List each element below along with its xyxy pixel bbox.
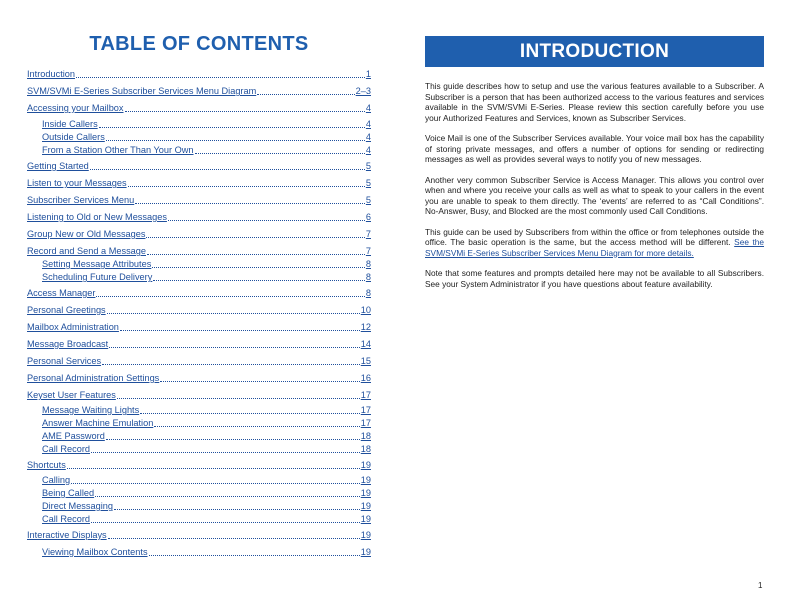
toc-entry[interactable] [42,405,371,416]
toc-entry[interactable] [27,86,371,97]
toc-entry-page: 4 [365,103,371,113]
toc-entry-page: 4 [365,132,371,142]
toc-dot-leader [108,537,360,539]
toc-entry-label: Listen to your Messages [27,178,127,188]
toc-dot-leader [96,295,364,297]
toc-entry-page: 6 [365,212,371,222]
toc-dot-leader [125,110,365,112]
toc-entry[interactable] [42,272,371,283]
toc-entry-page: 7 [365,229,371,239]
toc-entry-page: 18 [360,444,371,454]
toc-entry-page: 19 [360,488,371,498]
toc-entry-page: 17 [360,418,371,428]
toc-entry-label: Getting Started [27,161,89,171]
toc-entry-label: Personal Services [27,356,102,366]
toc-entry[interactable] [27,212,371,223]
toc-entry[interactable] [27,246,371,257]
toc-dot-leader [114,508,360,510]
toc-entry-label: Call Record [42,444,90,454]
toc-entry[interactable] [27,390,371,401]
toc-entry-label: Outside Callers [42,132,105,142]
toc-dot-leader [147,253,365,255]
toc-entry-label: Listening to Old or New Messages [27,212,167,222]
toc-dot-leader [109,346,360,348]
toc-entry-page: 19 [360,501,371,511]
toc-entry[interactable] [42,501,371,512]
toc-dot-leader [107,312,360,314]
toc-dot-leader [67,467,360,469]
toc-entry-label: Setting Message Attributes [42,259,152,269]
toc-dot-leader [95,495,360,497]
toc-entry-label: Introduction [27,69,76,79]
toc-entry-page: 4 [365,119,371,129]
toc-entry[interactable] [42,119,371,130]
toc-entry-label: Inside Callers [42,119,98,129]
toc-entry[interactable] [42,475,371,486]
toc-entry-label: Record and Send a Message [27,246,147,256]
toc-entry[interactable] [27,161,371,172]
toc-dot-leader [117,397,360,399]
toc-entry[interactable] [27,305,371,316]
toc-dot-leader [120,329,360,331]
toc-entry-page: 19 [360,475,371,485]
toc-dot-leader [153,279,365,281]
toc-entry-page: 12 [360,322,371,332]
intro-paragraph-4-text: This guide can be used by Subscribers from within the office or from telephones outside the office. The basic operation is the same, but the access method will be different. [425,226,764,247]
toc-dot-leader [106,139,365,141]
toc-dot-leader [152,266,365,268]
toc-entry[interactable] [27,356,371,367]
toc-entry[interactable] [42,488,371,499]
toc-entry-page: 15 [360,356,371,366]
toc-dot-leader [146,236,364,238]
toc-entry-label: Call Record [42,514,90,524]
toc-entry-page: 8 [365,288,371,298]
toc-entry-label: Interactive Displays [27,530,107,540]
intro-paragraph-4 [425,227,764,259]
toc-entry-page: 4 [365,145,371,155]
page-number: 1 [758,581,763,590]
toc-entry-page: 17 [360,390,371,400]
introduction-body [425,81,764,289]
toc-entry-label: Direct Messaging [42,501,113,511]
toc-entry-label: Message Waiting Lights [42,405,140,415]
introduction-heading: INTRODUCTION [425,36,764,67]
toc-entry-label: Group New or Old Messages [27,229,146,239]
toc-entry[interactable] [42,514,371,525]
toc-dot-leader [154,425,359,427]
toc-entry[interactable] [42,547,371,558]
toc-dot-leader [76,76,365,78]
toc-dot-leader [257,93,354,95]
toc-entry-page: 2–3 [355,86,371,96]
toc-entry[interactable] [42,444,371,455]
toc-dot-leader [99,126,365,128]
toc-dot-leader [128,185,365,187]
toc-entry-page: 5 [365,195,371,205]
toc-entry-page: 17 [360,405,371,415]
toc-entry-label: Being Called [42,488,95,498]
toc-entry-label: AME Password [42,431,105,441]
toc-entry-label: Access Manager [27,288,96,298]
toc-entry-label: From a Station Other Than Your Own [42,145,194,155]
toc-dot-leader [160,380,359,382]
toc-dot-leader [91,521,360,523]
toc-entry-page: 10 [360,305,371,315]
toc-entry[interactable] [27,373,371,384]
intro-paragraph-5: Note that some features and prompts detailed here may not be available to all Subscribers. See your System Administrator if you have questions about feature availability. [425,268,764,289]
toc-title: TABLE OF CONTENTS [89,33,309,55]
toc-entry-page: 8 [365,259,371,269]
toc-entry-label: Mailbox Administration [27,322,119,332]
toc-entry-label: Message Broadcast [27,339,109,349]
toc-entry-page: 19 [360,514,371,524]
toc-entry[interactable] [42,418,371,429]
toc-entry-page: 7 [365,246,371,256]
toc-entry-page: 1 [365,69,371,79]
toc-entry-page: 5 [365,178,371,188]
toc-entry-page: 18 [360,431,371,441]
toc-dot-leader [140,412,360,414]
toc-entry-page: 8 [365,272,371,282]
toc-dot-leader [149,554,360,556]
toc-panel [27,32,371,558]
toc-entry-label: Keyset User Features [27,390,116,400]
toc-entry-page: 19 [360,547,371,557]
toc-dot-leader [135,202,365,204]
toc-entry-page: 19 [360,460,371,470]
toc-entry[interactable] [27,288,371,299]
intro-paragraph-2: Voice Mail is one of the Subscriber Services available. Your voice mail box has the capability of storing private messages, and offers a number of options for sending or redirecting messages as well as provides several ways to notify you of new messages. [425,133,764,164]
toc-entry-label: Subscriber Services Menu [27,195,135,205]
toc-entry-label: Answer Machine Emulation [42,418,154,428]
toc-entry[interactable] [27,69,371,80]
toc-dot-leader [90,168,365,170]
toc-list [27,69,371,558]
toc-dot-leader [102,363,360,365]
menu-diagram-link[interactable]: See the SVM/SVMi E-Series Subscriber Services Menu Diagram for more details. [425,237,765,258]
toc-entry-page: 19 [360,530,371,540]
toc-entry[interactable] [27,322,371,333]
toc-entry[interactable] [42,259,371,270]
toc-entry-label: Calling [42,475,71,485]
toc-entry-label: Personal Administration Settings [27,373,160,383]
toc-entry-label: Scheduling Future Delivery [42,272,153,282]
toc-entry[interactable] [42,132,371,143]
toc-dot-leader [168,219,365,221]
toc-entry-label: SVM/SVMi E-Series Subscriber Services Menu Diagram [27,86,257,96]
toc-entry[interactable] [27,339,371,350]
toc-entry-label: Shortcuts [27,460,66,470]
toc-entry-label: Viewing Mailbox Contents [42,547,148,557]
toc-entry[interactable] [27,229,371,240]
toc-dot-leader [195,152,365,154]
toc-entry[interactable] [27,178,371,189]
toc-entry-page: 5 [365,161,371,171]
toc-entry-page: 14 [360,339,371,349]
toc-entry[interactable] [27,530,371,541]
intro-paragraph-3: Another very common Subscriber Service is Access Manager. This allows you control over when and where you receive your calls as well as what to speak to your callers in the event you are unable to speak to them directly. The ‘events’ are referred to as “Call Conditions”. No-Answer, Busy, and Blocked are the most commonly used Call Conditions. [425,174,764,216]
toc-entry-label: Accessing your Mailbox [27,103,124,113]
toc-dot-leader [91,451,360,453]
toc-entry[interactable] [42,431,371,442]
toc-dot-leader [106,438,360,440]
intro-paragraph-1: This guide describes how to setup and use the various features available to a Subscriber. A Subscriber is a person that has been authorized access to the various features and services available in the SVM/SVMi E-Series. Please review this section carefully before you use your Authorized Features and Services, known as Subscriber Services. [425,81,764,123]
toc-entry[interactable] [27,460,371,471]
toc-entry[interactable] [27,195,371,206]
toc-entry[interactable] [42,145,371,156]
toc-entry[interactable] [27,103,371,114]
toc-entry-page: 16 [360,373,371,383]
toc-dot-leader [71,482,360,484]
introduction-panel [425,36,764,299]
toc-entry-label: Personal Greetings [27,305,106,315]
